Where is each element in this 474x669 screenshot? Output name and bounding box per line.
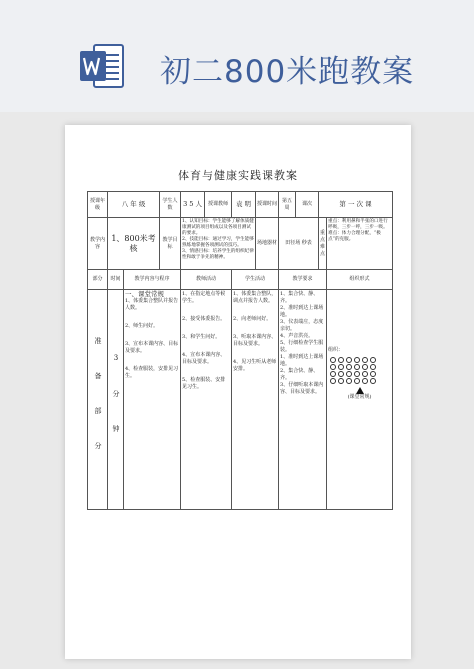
lesson-plan-table <box>87 191 393 510</box>
goal-item: 2、技能目标：通过学习，学生能够熟练地掌握各项测试的技巧。 <box>182 237 254 248</box>
lesson-value: 第 一 次 课 <box>319 192 393 218</box>
prep-part-cell <box>88 290 108 510</box>
student-dot-icon <box>362 357 368 363</box>
students-label: 学生人数 <box>160 192 181 218</box>
prep-item: 2、师生问好。 <box>125 323 159 329</box>
prep-item: 1、体委集合整队并报告人数。 <box>125 298 179 311</box>
student-dot-icon <box>330 357 336 363</box>
requirement-item: 2、集合快、静、齐。 <box>280 368 319 381</box>
column-time: 时间 <box>108 270 124 290</box>
student-dot-icon <box>338 378 344 384</box>
student-dot-icon <box>362 378 368 384</box>
prep-item: 4、检查服装，安排见习生。 <box>125 366 179 379</box>
student-dot-icon <box>346 364 352 370</box>
student-dot-icon <box>354 371 360 377</box>
student-dot-icon <box>354 357 360 363</box>
key-label: 重点难点 <box>319 218 327 270</box>
teacher-item: 1、在指定地点等候学生。 <box>182 291 226 304</box>
document-title: 初二800米跑教案 <box>160 54 415 90</box>
teacher-item: 3、和学生问好。 <box>182 334 221 340</box>
students-value: 3 5 人 <box>181 192 205 218</box>
teacher-label: 授课教师 <box>205 192 232 218</box>
student-dot-icon <box>330 371 336 377</box>
teacher-marker-icon <box>356 387 364 394</box>
student-item: 4、见习生听从老师安排。 <box>233 359 277 372</box>
teacher-value: 袁 明 <box>232 192 256 218</box>
student-item: 2、向老师问好。 <box>233 316 272 322</box>
column-part: 部分 <box>88 270 108 290</box>
grade-label: 授课年级 <box>88 192 108 218</box>
student-dot-icon <box>338 364 344 370</box>
student-item: 3、听取本课内容、目标及要求。 <box>233 334 277 347</box>
prep-part-label: 准 备 部 分 <box>94 337 102 459</box>
goal-label: 教学目标 <box>160 218 181 270</box>
document-page <box>65 125 411 659</box>
requirement-item: 3、仔细听取本课内容、目标及要求。 <box>280 382 324 395</box>
sheet-title: 体育与健康实践课教案 <box>178 169 298 182</box>
column-content: 教学内容与程序 <box>124 270 181 290</box>
student-dot-icon <box>330 364 336 370</box>
student-dot-icon <box>370 371 376 377</box>
student-dot-icon <box>338 371 344 377</box>
content-label: 教学内容 <box>88 218 108 270</box>
student-dot-icon <box>370 357 376 363</box>
column-teacher: 教师活动 <box>181 270 232 290</box>
student-dot-icon <box>354 364 360 370</box>
student-dot-icon <box>362 364 368 370</box>
student-dot-icon <box>354 378 360 384</box>
student-dot-icon <box>346 371 352 377</box>
content-row <box>88 218 393 270</box>
goals-cell <box>181 218 256 270</box>
prep-row <box>88 290 393 510</box>
column-student: 学生活动 <box>232 270 279 290</box>
teacher-item: 5、检查服装、安排见习生。 <box>182 377 226 390</box>
requirement-item: 1、集合快、静、齐。 <box>280 291 319 304</box>
student-dot-icon <box>370 378 376 384</box>
header-band <box>0 0 474 112</box>
student-dot-icon <box>346 357 352 363</box>
prep-time-cell <box>108 290 124 510</box>
student-dot-icon <box>362 371 368 377</box>
student-activity-cell <box>232 290 279 510</box>
content-value: 1、800米考核 <box>108 218 160 270</box>
time-value: 第五周 <box>279 192 296 218</box>
goal-item: 1、认知目标：学生能够了解体质健康测试的项目组成以及各项目测试的要求。 <box>182 219 254 236</box>
info-row <box>88 192 393 218</box>
requirement-item: 4、声音洪亮。 <box>280 333 314 339</box>
time-label: 授课时间 <box>256 192 279 218</box>
site-label: 场地器材 <box>256 218 279 270</box>
teacher-activity-cell <box>181 290 232 510</box>
student-item: 1、体委集合整队，调点并报告人数。 <box>233 291 277 304</box>
student-formation <box>330 357 391 384</box>
key-value: 重点：利用鼻和半张的口进行呼吸，三步一呼，三步一吸。难点：体力合理分配，“极点”的克服。 <box>327 218 393 270</box>
column-organization: 组织形式 <box>327 270 393 290</box>
goal-item: 3、情感目标：培养学生的组织纪律性和敢于争先的精神。 <box>182 249 254 260</box>
grade-value: 八 年 级 <box>108 192 160 218</box>
student-dot-icon <box>346 378 352 384</box>
prep-item: 一、课堂常规 <box>125 290 164 298</box>
site-value: 田径场 秒表 <box>279 218 319 270</box>
lesson-label: 课次 <box>296 192 319 218</box>
teacher-item: 4、宣布本课内容、目标及要求。 <box>182 352 226 365</box>
organization-cell <box>327 290 393 510</box>
column-header-row <box>88 270 393 290</box>
prep-item: 3、宣布本课内容、目标及要求。 <box>125 341 179 354</box>
column-requirement: 教学要求 <box>279 270 327 290</box>
word-document-icon <box>78 42 126 90</box>
student-dot-icon <box>338 357 344 363</box>
prep-content-cell <box>124 290 181 510</box>
teacher-item: 2、接受体委报告。 <box>182 316 226 322</box>
prep-time-label: 3 分 钟 <box>112 354 120 442</box>
requirement-item: 3、仪表端庄，态度亲切。 <box>280 319 324 332</box>
student-dot-icon <box>370 364 376 370</box>
requirement-cell <box>279 290 327 510</box>
requirement-item: 5、行细检查学生服装。 <box>280 340 324 353</box>
requirement-item: 2、准时到达上课场地。 <box>280 305 324 318</box>
formation-label: 组织： <box>328 347 344 353</box>
requirement-item: 1、准时到达上课场地。 <box>280 354 324 367</box>
formation-caption: (课堂常规) <box>347 394 372 400</box>
student-dot-icon <box>330 378 336 384</box>
